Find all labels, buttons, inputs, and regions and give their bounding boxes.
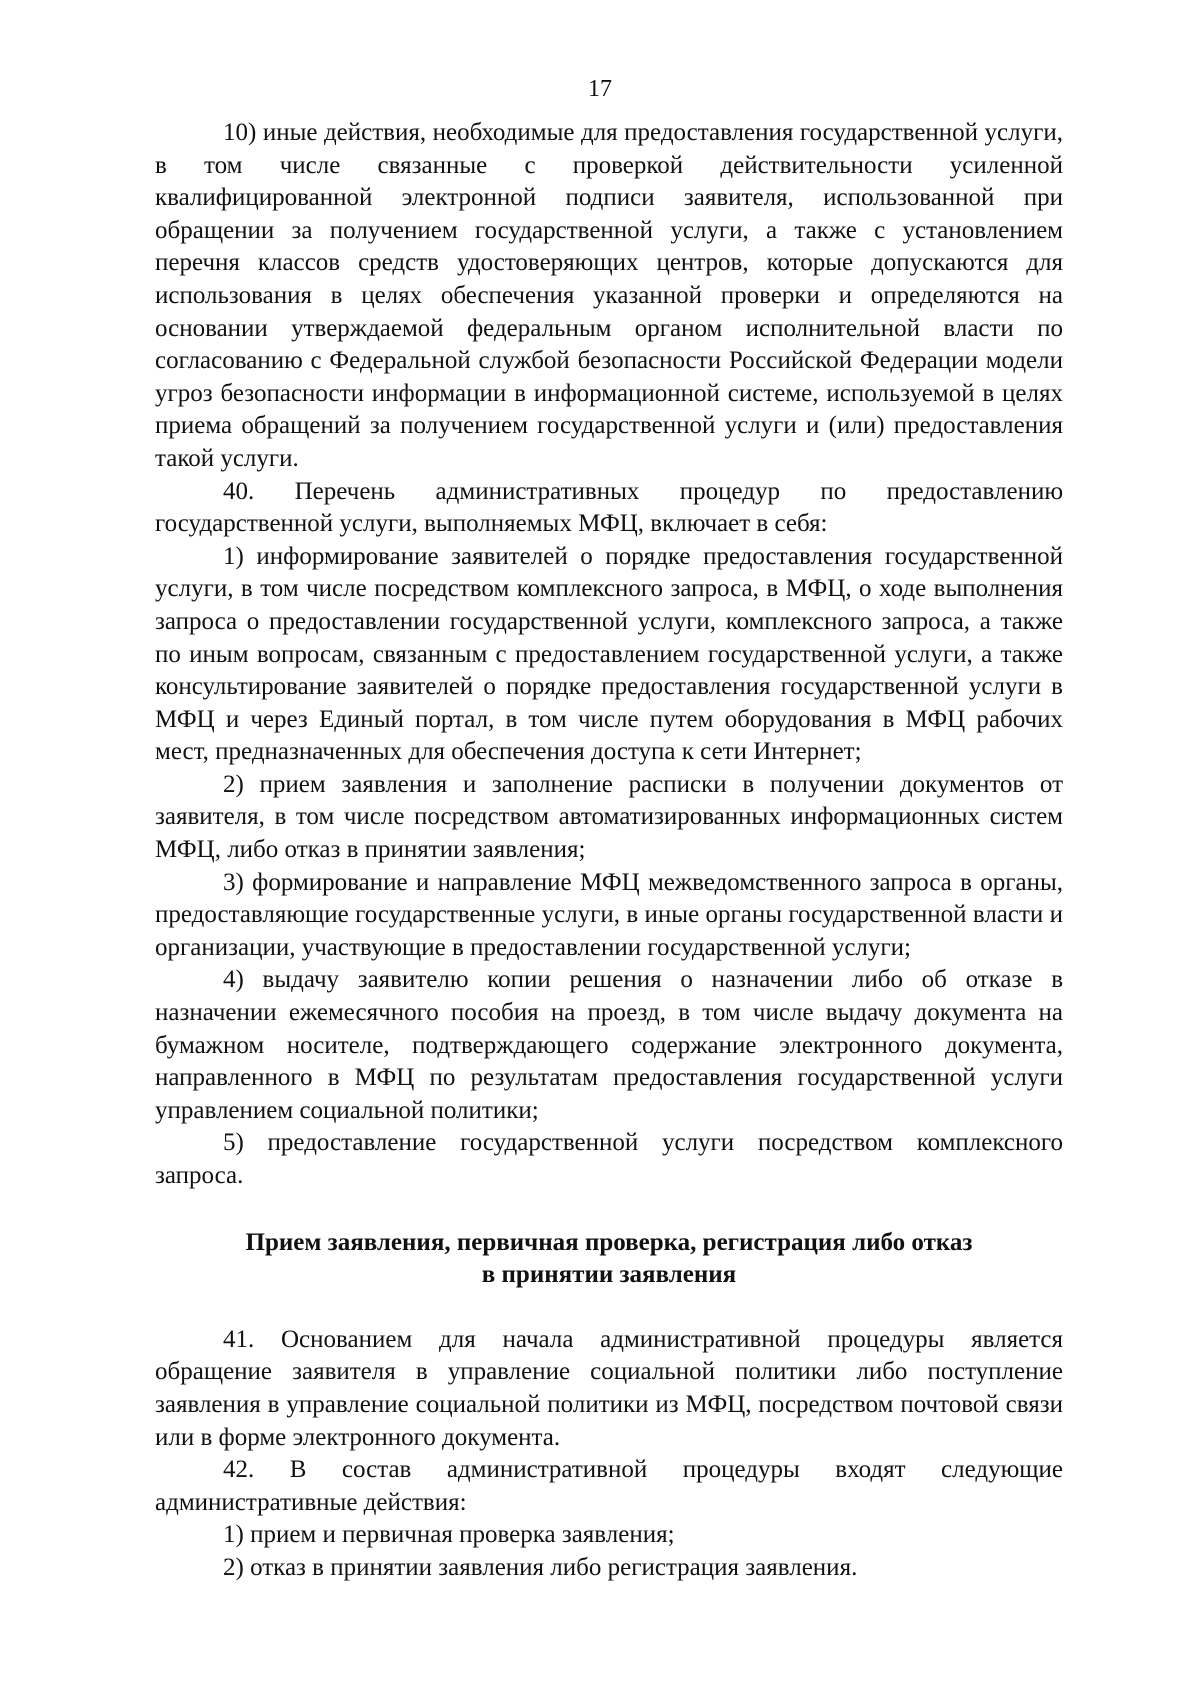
paragraph-41: 41. Основанием для начала административной процедуры является обращение заявителя в управление социальной политики либо поступление заявления в управление социальной политики из МФЦ, посредством почтовой связи или в форме электронного документа. xyxy=(155,1325,1063,1451)
paragraph-42-item-1: 1) прием и первичная проверка заявления; xyxy=(223,1521,675,1549)
paragraph-42: 42. В состав административной процедуры входят следующие административные действия: xyxy=(155,1456,1063,1516)
page-number: 17 xyxy=(588,76,612,102)
section-heading-line-1: Прием заявления, первичная проверка, регистрация либо отказ xyxy=(245,1228,973,1256)
paragraph-40-item-5: 5) предоставление государственной услуги посредством комплексного запроса. xyxy=(155,1129,1063,1189)
paragraph-item-10: 10) иные действия, необходимые для предоставления государственной услуги, в том числе связанные с проверкой действительности усиленной квалифицированной электронной подписи заявителя, использованной при обращении за получением государственной услуги, а также с установлением перечня классов средств удостоверяющих центров, которые допускаются для использования в целях обеспечения указанной проверки и определяются на основании утверждаемой федеральным органом исполнительной власти по согласованию с Федеральной службой безопасности Российской Федерации модели угроз безопасности информации в информационной системе, используемой в целях приема обращений за получением государственной услуги и (или) предоставления такой услуги. xyxy=(155,119,1063,472)
paragraph-40-item-2: 2) прием заявления и заполнение расписки в получении документов от заявителя, в том числе посредством автоматизированных информационных систем МФЦ, либо отказ в принятии заявления; xyxy=(155,770,1063,864)
paragraph-40-item-3: 3) формирование и направление МФЦ межведомственного запроса в органы, предоставляющие государственные услуги, в иные органы государственной власти и организации, участвующие в предоставлении государственной услуги; xyxy=(155,868,1063,961)
document-body xyxy=(155,117,1063,1585)
section-heading-line-2: в принятии заявления xyxy=(481,1261,737,1289)
paragraph-40: 40. Перечень административных процедур по предоставлению государственной услуги, выполняемых МФЦ, включает в себя: xyxy=(155,477,1063,538)
paragraph-40-item-4: 4) выдачу заявителю копии решения о назначении либо об отказе в назначении ежемесячного пособия на проезд, в том числе выдачу документа на бумажном носителе, подтверждающего содержание электронного документа, направленного в МФЦ по результатам предоставления государственной услуги управлением социальной политики; xyxy=(155,966,1063,1124)
paragraph-40-item-1: 1) информирование заявителей о порядке предоставления государственной услуги, в том числе посредством комплексного запроса, в МФЦ, о ходе выполнения запроса о предоставлении государственной услуги, комплексного запроса, а также по иным вопросам, связанным с предоставлением государственной услуги, а также консультирование заявителей о порядке предоставления государственной услуги в МФЦ и через Единый портал, в том числе путем оборудования в МФЦ рабочих мест, предназначенных для обеспечения доступа к сети Интернет; xyxy=(155,542,1063,766)
section-heading xyxy=(155,1227,1063,1292)
paragraph-42-item-2: 2) отказ в принятии заявления либо регистрация заявления. xyxy=(223,1553,858,1581)
